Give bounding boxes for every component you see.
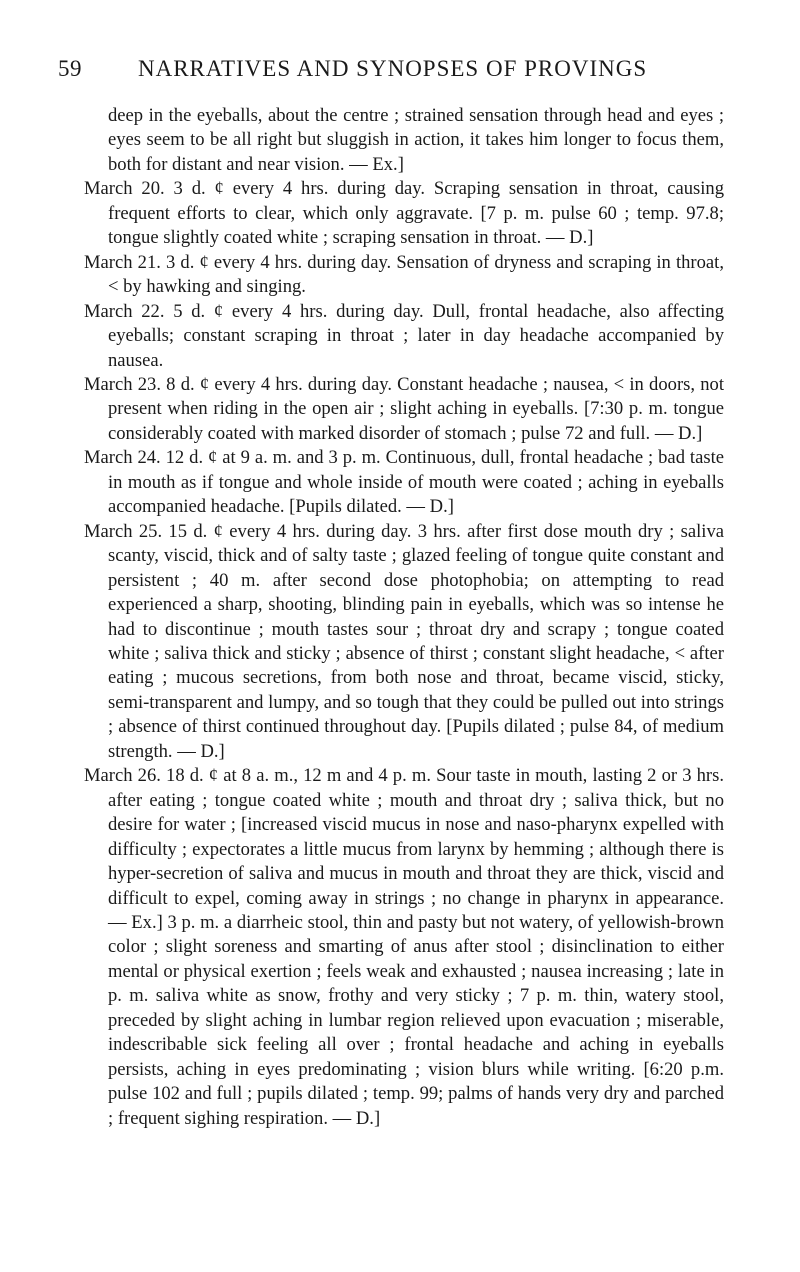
running-title: NARRATIVES AND SYNOPSES OF PROVINGS [138,56,648,81]
entry-march-25: March 25. 15 d. ȼ every 4 hrs. during day. 3 hrs. after first dose mouth dry ; saliva scanty, viscid, thick and of salty taste ; glazed feeling of tongue quite constant and persistent ; 40 m. after second dose photophobia; on attempting to read experienced a sharp, shooting, blinding pain in eyeballs, which was so intense he had to discontinue ; mouth tastes sour ; throat dry and scrapy ; tongue coated white ; saliva thick and sticky ; absence of thirst ; constant slight headache, < after eating ; mucous secretions, from both nose and throat, became viscid, sticky, semi-transparent and lumpy, and so tough that they could be pulled out into strings ; absence of thirst continued throughout day. [Pupils dilated ; pulse 84, of medium strength. — D.] [84,520,724,762]
entry-march-26: March 26. 18 d. ȼ at 8 a. m., 12 m and 4 p. m. Sour taste in mouth, lasting 2 or 3 hrs. after eating ; tongue coated white ; mouth and throat dry ; saliva thick, but no desire for water ; [increased viscid mucus in nose and naso-pharynx expelled with difficulty ; expectorates a little mucus from larynx by hemming ; although there is hyper-secretion of saliva and mucus in mouth and throat they are thick, viscid and difficult to expel, coming away in strings ; no change in pharynx in appearance. — Ex.] 3 p. m. a diarrheic stool, thin and pasty but not watery, of yellowish-brown color ; slight soreness and smarting of anus after stool ; disinclination to either mental or physical exertion ; feels weak and exhausted ; nausea increasing ; late in p. m. saliva white as snow, frothy and very sticky ; 7 p. m. thin, watery stool, preceded by slight aching in lumbar region relieved upon evacuation ; miserable, indescribable sick feeling all over ; frontal headache and aching in eyeballs persists, aching in eyes predominating ; vision blurs while writing. [6:20 p.m. pulse 102 and full ; pupils dilated ; temp. 99; palms of hands very dry and parched ; frequent sighing respiration. — D.] [84,765,724,1129]
entry-march-20: March 20. 3 d. ȼ every 4 hrs. during day. Scraping sensation in throat, causing frequent efforts to clear, which only aggravate. [7 p. m. pulse 60 ; temp. 97.8; tongue slightly coated white ; scraping sensation in throat. — D.] [84,178,724,249]
entry-continuation: deep in the eyeballs, about the centre ; strained sensation through head and eyes ; eyes seem to be all right but sluggish in action, it takes him longer to focus them, both for distant and near vision. — Ex.] [108,105,724,175]
entry-march-23: March 23. 8 d. ȼ every 4 hrs. during day. Constant headache ; nausea, < in doors, not present when riding in the open air ; slight aching in eyeballs. [7:30 p. m. tongue considerably coated with marked disorder of stomach ; pulse 72 and full. — D.] [84,373,724,444]
entry-march-21: March 21. 3 d. ȼ every 4 hrs. during day. Sensation of dryness and scraping in throat, < by hawking and singing. [84,251,724,298]
page-header [58,56,708,88]
entry-march-22: March 22. 5 d. ȼ every 4 hrs. during day. Dull, frontal headache, also affecting eyeballs; constant scraping in throat ; later in day headache accompanied by nausea. [84,300,724,371]
entry-march-24: March 24. 12 d. ȼ at 9 a. m. and 3 p. m. Continuous, dull, frontal headache ; bad taste in mouth as if tongue and whole inside of mouth were coated ; aching in eyeballs accompanied headache. [Pupils dilated. — D.] [84,447,724,518]
page-number: 59 [58,56,82,81]
body-text [84,104,724,1131]
